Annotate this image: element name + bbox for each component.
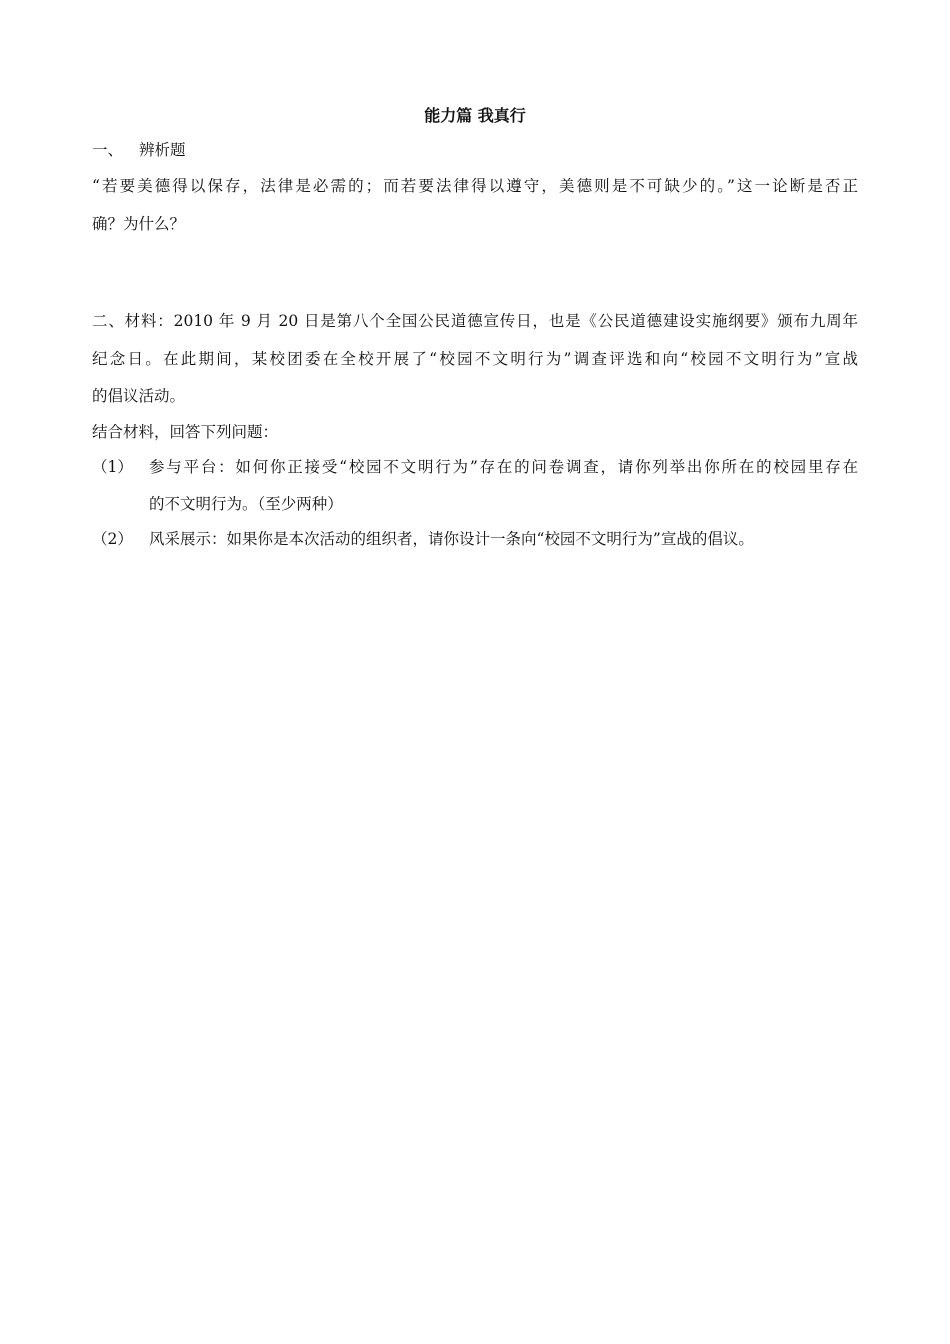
section-2-material-line-2: 纪念日。在此期间，某校团委在全校开展了“校园不文明行为”调查评选和向“校园不文明行为”宣战 (92, 350, 858, 368)
section-1-question-line-1: “若要美德得以保存，法律是必需的；而若要法律得以遵守，美德则是不可缺少的。”这一论断是否正 (92, 177, 858, 195)
section-2-material-line-1: 二、材料：2010 年 9 月 20 日是第八个全国公民道德宣传日，也是《公民道德建设实施纲要》颁布九周年 (92, 312, 858, 330)
section-1-number: 一、 (92, 141, 124, 159)
question-1-line-1 (92, 455, 862, 477)
question-1-number: （1） (92, 458, 133, 476)
section-1-question-line-2: 确？为什么？ (92, 215, 186, 233)
section-2-material-line-3: 的倡议活动。 (92, 387, 186, 405)
question-1-line-2: 的不文明行为。（至少两种） (149, 495, 343, 513)
section-1-header (92, 138, 862, 160)
section-2-prompt: 结合材料，回答下列问题： (92, 423, 279, 441)
question-1-text: 参与平台：如何你正接受“校园不文明行为”存在的问卷调查，请你列举出你所在的校园里存在 (149, 458, 858, 476)
page-title: 能力篇 我真行 (424, 106, 526, 125)
section-1-heading: 辨析题 (139, 141, 186, 159)
question-2-line-1 (92, 527, 862, 549)
question-2-number: （2） (92, 530, 133, 548)
question-2-text: 风采展示：如果你是本次活动的组织者，请你设计一条向“校园不文明行为”宣战的倡议。 (149, 530, 754, 548)
